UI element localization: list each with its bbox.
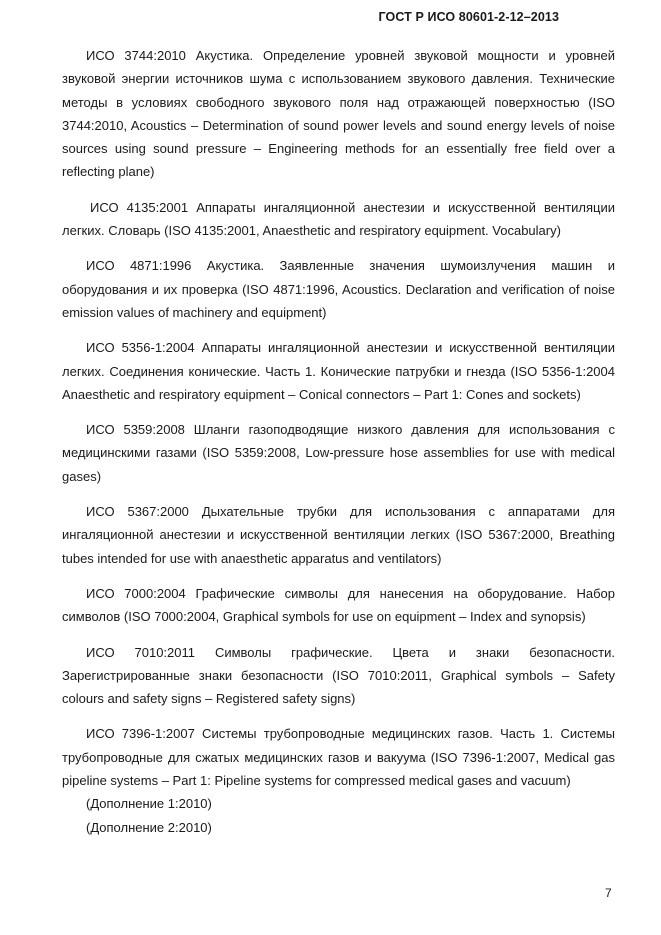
addendum-2: (Дополнение 2:2010) xyxy=(86,819,212,835)
document-header: ГОСТ Р ИСО 80601-2-12–2013 xyxy=(378,10,559,24)
page-number: 7 xyxy=(605,886,612,900)
reference-iso-5367: ИСО 5367:2000 Дыхательные трубки для использования с аппаратами для ингаляционной анестезии и искусственной вентиляции легких (ISO 5367:2000, Breathing tubes intended for use with anaesthetic apparatus and ventilators) xyxy=(62,504,615,566)
reference-iso-5359: ИСО 5359:2008 Шланги газоподводящие низкого давления для использования с медицинскими газами (ISO 5359:2008, Low-pressure hose assemblies for use with medical gases) xyxy=(62,422,615,484)
reference-iso-7396-1: ИСО 7396-1:2007 Системы трубопроводные медицинских газов. Часть 1. Системы трубопроводные для сжатых медицинских газов и вакуума (ISO 7396-1:2007, Medical gas pipeline systems – Part 1: Pipeline systems for compressed medical gases and vacuum) xyxy=(62,726,615,789)
reference-iso-4871: ИСО 4871:1996 Акустика. Заявленные значения шумоизлучения машин и оборудования и их проверка (ISO 4871:1996, Acoustics. Declaration and verification of noise emission values of machinery and equipment) xyxy=(62,258,615,320)
reference-iso-4135: ИСО 4135:2001 Аппараты ингаляционной анестезии и искусственной вентиляции легких. Словарь (ISO 4135:2001, Anaesthetic and respiratory equipment. Vocabulary) xyxy=(62,199,615,239)
references-list xyxy=(62,44,615,839)
reference-iso-7000: ИСО 7000:2004 Графические символы для нанесения на оборудование. Набор символов (ISO 7000:2004, Graphical symbols for use on equipment – Index and synopsis) xyxy=(62,585,615,625)
reference-iso-5356-1: ИСО 5356-1:2004 Аппараты ингаляционной анестезии и искусственной вентиляции легких. Соединения конические. Часть 1. Конические патрубки и гнезда (ISO 5356-1:2004 Anaesthetic and respiratory equipment – Conical connectors – Part 1: Cones and sockets) xyxy=(62,340,615,402)
reference-iso-7010: ИСО 7010:2011 Символы графические. Цвета и знаки безопасности. Зарегистрированные знаки безопасности (ISO 7010:2011, Graphical symbols – Safety colours and safety signs – Registered safety signs) xyxy=(62,644,615,707)
reference-iso-3744: ИСО 3744:2010 Акустика. Определение уровней звуковой мощности и уровней звуковой энергии источников шума с использованием звукового давления. Технические методы в условиях свободного звукового поля над отражающей поверхностью (ISO 3744:2010, Acoustics – Determination of sound power levels and sound energy levels of noise sources using sound pressure – Engineering methods for an essentially free field over a reflecting plane) xyxy=(62,48,615,180)
addendum-1: (Дополнение 1:2010) xyxy=(86,796,212,812)
